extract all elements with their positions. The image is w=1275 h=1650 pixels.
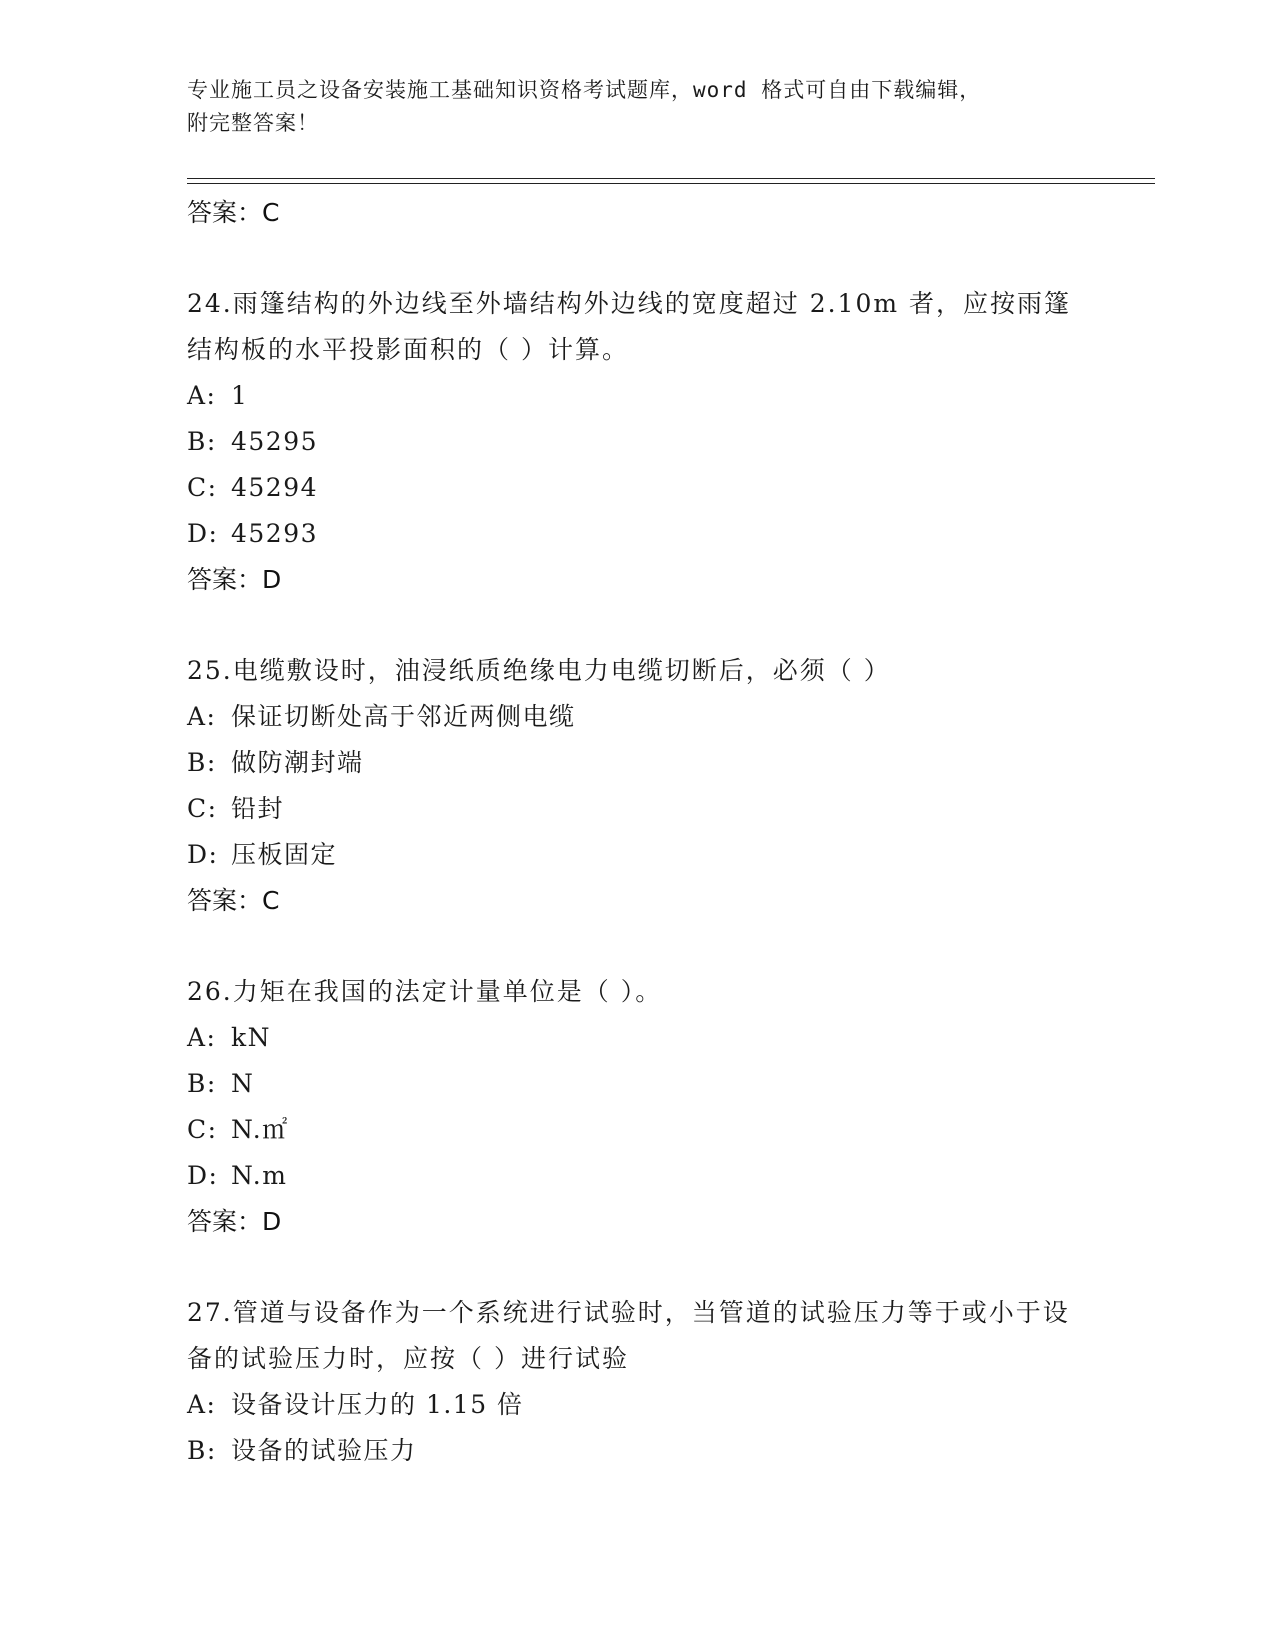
option-c <box>187 465 1087 511</box>
question-block-26 <box>187 969 1087 1245</box>
option-text: 铅封 <box>231 794 285 823</box>
answer-line: 答案：D <box>187 1207 282 1236</box>
option-text: 压板固定 <box>231 840 338 869</box>
option-c <box>187 786 1087 832</box>
option-letter: D: <box>187 1161 219 1190</box>
option-letter: A: <box>187 381 217 410</box>
option-letter: A: <box>187 1390 217 1419</box>
option-b <box>187 1061 1087 1107</box>
header-line-2: 附完整答案！ <box>187 111 319 135</box>
option-text: N.m <box>231 1161 288 1190</box>
question-text: 26.力矩在我国的法定计量单位是（ ）。 <box>187 977 663 1006</box>
option-a <box>187 694 1087 740</box>
option-text: N <box>231 1069 255 1098</box>
question-block-25 <box>187 648 1087 924</box>
question-text: 25.电缆敷设时，油浸纸质绝缘电力电缆切断后，必须（ ） <box>187 656 891 685</box>
question-text: 27.管道与设备作为一个系统进行试验时，当管道的试验压力等于或小于设备的试验压力时，应按（ ）进行试验 <box>187 1298 1070 1373</box>
option-letter: B: <box>187 1436 217 1465</box>
option-letter: B: <box>187 1069 217 1098</box>
option-text: N.㎡ <box>231 1115 289 1144</box>
option-text: kN <box>231 1023 272 1052</box>
option-b <box>187 419 1087 465</box>
option-text: 45295 <box>231 427 319 456</box>
option-text: 设备的试验压力 <box>231 1436 417 1465</box>
option-text: 45293 <box>231 519 319 548</box>
option-a <box>187 1015 1087 1061</box>
option-d <box>187 511 1087 557</box>
header-divider-bottom <box>187 183 1155 184</box>
question-block-24 <box>187 281 1087 603</box>
option-letter: D: <box>187 840 219 869</box>
option-text: 设备设计压力的 1.15 倍 <box>231 1390 524 1419</box>
option-text: 45294 <box>231 473 319 502</box>
option-b <box>187 740 1087 786</box>
option-c <box>187 1107 1087 1153</box>
option-a <box>187 1382 1087 1428</box>
option-letter: A: <box>187 702 217 731</box>
option-d <box>187 1153 1087 1199</box>
option-d <box>187 832 1087 878</box>
question-text: 24.雨篷结构的外边线至外墙结构外边线的宽度超过 2.10m 者，应按雨篷结构板的水平投影面积的（ ）计算。 <box>187 289 1072 364</box>
option-text: 1 <box>231 381 249 410</box>
option-text: 做防潮封端 <box>231 748 364 777</box>
option-letter: D: <box>187 519 219 548</box>
option-text: 保证切断处高于邻近两侧电缆 <box>231 702 576 731</box>
option-a <box>187 373 1087 419</box>
answer-line: 答案：C <box>187 198 280 227</box>
option-b <box>187 1428 1087 1474</box>
answer-line: 答案：D <box>187 565 282 594</box>
option-letter: C: <box>187 794 218 823</box>
option-letter: A: <box>187 1023 217 1052</box>
question-list <box>187 190 1087 1474</box>
answer-line: 答案：C <box>187 886 280 915</box>
header-line-1: 专业施工员之设备安装施工基础知识资格考试题库，word 格式可自由下载编辑， <box>187 78 982 102</box>
option-letter: B: <box>187 748 217 777</box>
option-letter: C: <box>187 473 218 502</box>
header-divider-top <box>187 178 1155 179</box>
document-header <box>187 74 1067 140</box>
option-letter: B: <box>187 427 217 456</box>
option-letter: C: <box>187 1115 218 1144</box>
question-block-27 <box>187 1290 1087 1474</box>
